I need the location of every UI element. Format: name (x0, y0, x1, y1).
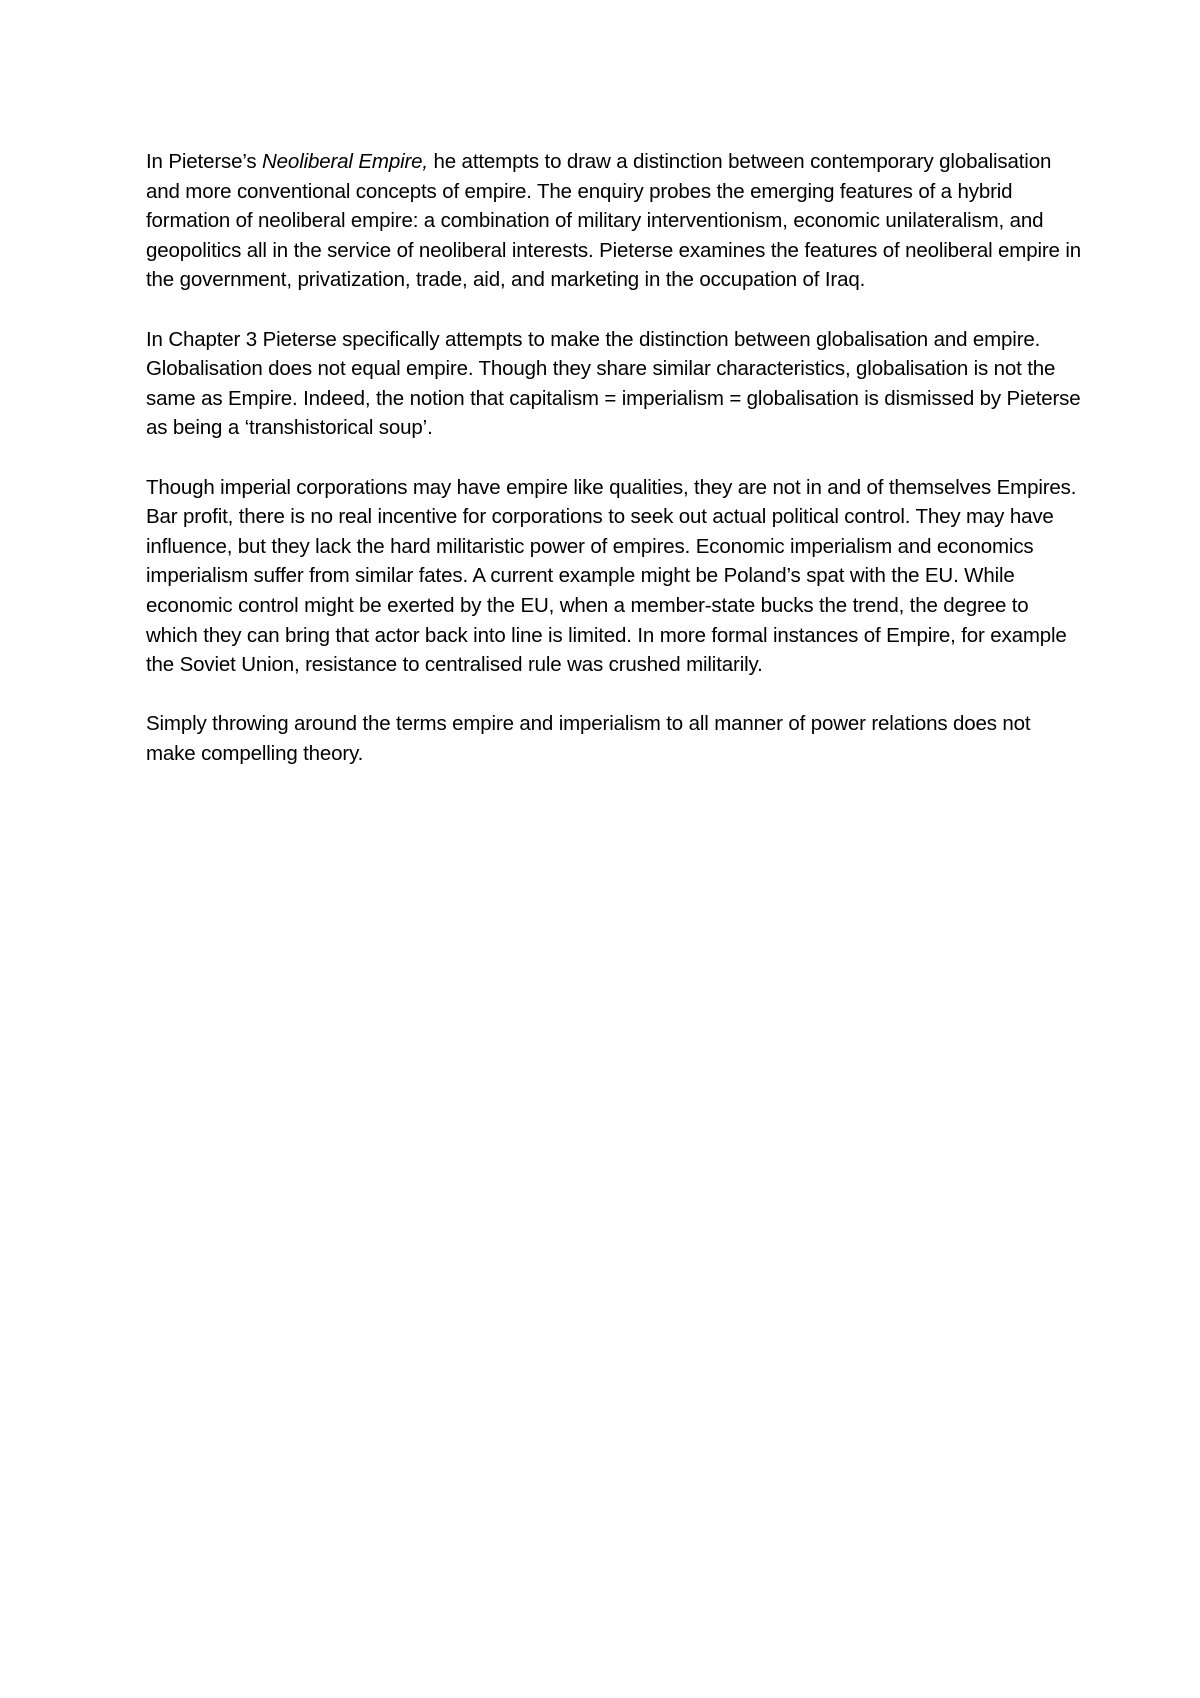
paragraph-1-rest: he attempts to draw a distinction between contemporary globalisation and more conventional concepts of empire. The enquiry probes the emerging features of a hybrid formation of neoliberal empire: a combination of military interventionism, economic unilateralism, and geopolitics all in the service of neoliberal interests. Pieterse examines the features of neoliberal empire in the government, privatization, trade, aid, and marketing in the occupation of Iraq. (146, 150, 1081, 292)
document-body (146, 147, 1081, 798)
paragraph-3: Though imperial corporations may have empire like qualities, they are not in and of themselves Empires. Bar profit, there is no real incentive for corporations to seek out actual political control. They may have influence, but they lack the hard militaristic power of empires. Economic imperialism and economics imperialism suffer from similar fates. A current example might be Poland’s spat with the EU. While economic control might be exerted by the EU, when a member-state bucks the trend, the degree to which they can bring that actor back into line is limited. In more formal instances of Empire, for example the Soviet Union, resistance to centralised rule was crushed militarily. (146, 475, 1077, 677)
paragraph-2: In Chapter 3 Pieterse specifically attempts to make the distinction between globalisation and empire. Globalisation does not equal empire. Though they share similar characteristics, globalisation is not the same as Empire. Indeed, the notion that capitalism = imperialism = globalisation is dismissed by Pieterse as being a ‘transhistorical soup’. (146, 327, 1081, 440)
paragraph-1-lead: In Pieterse’s (146, 150, 263, 173)
paragraph-1 (146, 147, 1081, 295)
book-title: Neoliberal Empire, (262, 150, 428, 173)
paragraph-4: Simply throwing around the terms empire and imperialism to all manner of power relations does not make compelling theory. (146, 712, 1031, 765)
